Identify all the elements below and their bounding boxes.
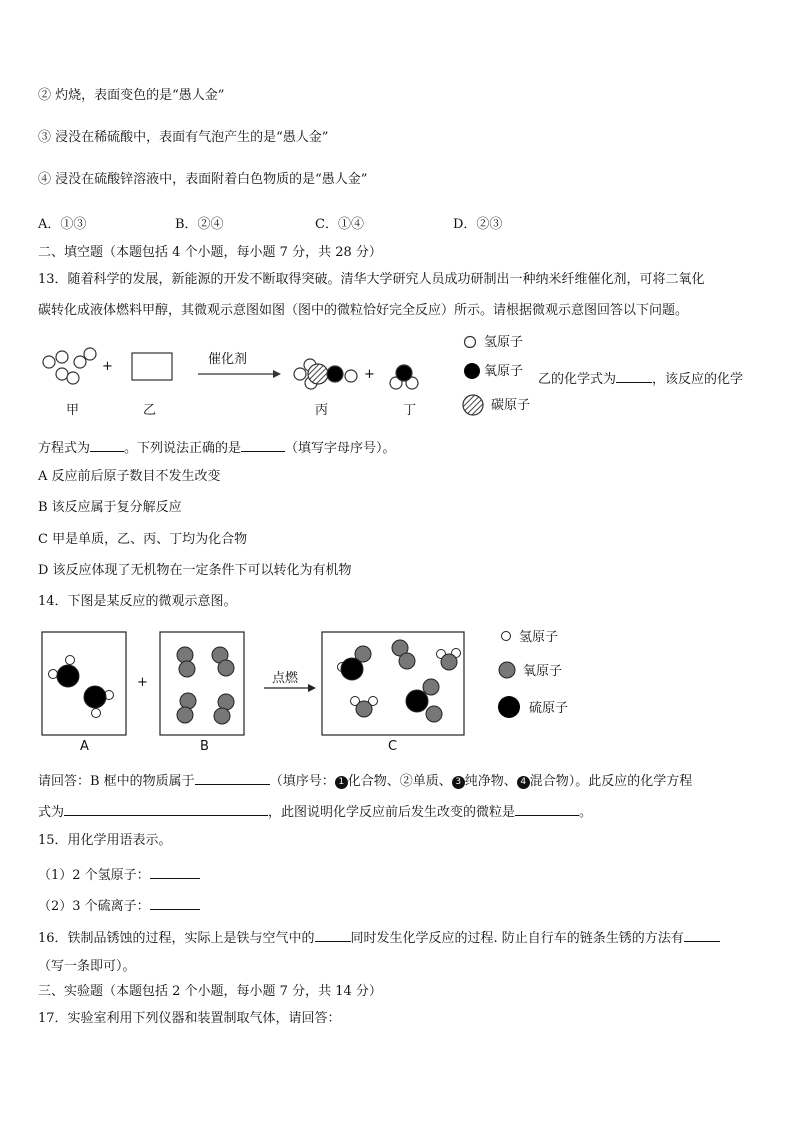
- q16-line-1: 16．铁制品锈蚀的过程，实际上是铁与空气中的 同时发生化学反应的过程. 防止自行车的链条生锈的方法有: [38, 927, 720, 948]
- option-c[interactable]: C．①④: [315, 217, 364, 232]
- sulfur-legend-icon: [498, 696, 520, 718]
- q13-stem-line-2: 碳转化成液体燃料甲醇，其微观示意图如图（图中的微粒恰好完全反应）所示。请根据微观示意图回答以下问题。: [38, 303, 689, 318]
- q16-line-2: （写一条即可）。: [38, 959, 136, 974]
- legend-hydrogen: 氢原子: [484, 335, 524, 350]
- label-ding: 丁: [403, 403, 417, 418]
- q13-choice-c: C 甲是单质，乙、丙、丁均为化合物: [38, 532, 248, 547]
- label-bing: 丙: [315, 403, 329, 418]
- legend-carbon: 碳原子: [491, 398, 531, 413]
- answer-blank-formula[interactable]: [616, 368, 652, 383]
- q13-ask-1: 乙的化学式为 ，该反应的化学: [538, 368, 743, 387]
- condition-label: 点燃: [272, 671, 299, 686]
- q13-ask-2: 方程式为 。下列说法正确的是 （填写字母序号）。: [38, 437, 396, 458]
- molecule-jia: [43, 348, 96, 384]
- q13-choice-a: A 反应前后原子数目不发生改变: [38, 469, 221, 484]
- molecule-bing: [294, 359, 357, 389]
- hydrogen-legend-icon: [465, 337, 476, 348]
- box-b: [160, 632, 244, 735]
- q13-choice-d: D 该反应体现了无机物在一定条件下可以转化为有机物: [38, 563, 352, 578]
- q13-reaction-diagram: [30, 330, 550, 430]
- carbon-legend-icon: [463, 395, 483, 415]
- circled-one-icon: 1: [335, 776, 348, 789]
- q14-ask-1: 请回答：B 框中的物质属于 （填序号： 1 化合物、②单质、 3 纯净物、 4 混合物）。此反应的化学方程: [38, 770, 692, 791]
- label-a: A: [80, 739, 89, 754]
- oxygen-legend-icon-2: [499, 662, 515, 678]
- q13-choice-b: B 该反应属于复分解反应: [38, 500, 182, 515]
- option-d[interactable]: D．②③: [453, 217, 503, 232]
- plus-sign-3: +: [137, 675, 148, 690]
- answer-blank-s-ions[interactable]: [150, 895, 200, 910]
- answer-blank-air-component[interactable]: [315, 927, 351, 942]
- label-jia: 甲: [66, 403, 80, 418]
- label-yi: 乙: [143, 403, 157, 418]
- plus-sign-2: +: [364, 367, 375, 382]
- q12-item-3: ③ 浸没在稀硫酸中，表面有气泡产生的是“愚人金”: [38, 130, 329, 145]
- answer-blank-equation-2[interactable]: [64, 801, 268, 816]
- answer-blank-method[interactable]: [684, 927, 720, 942]
- box-a: [42, 632, 126, 735]
- option-a[interactable]: A．①③: [38, 217, 87, 232]
- label-b: B: [200, 739, 209, 754]
- hydrogen-legend-icon-2: [502, 632, 511, 641]
- q14-ask-2: 式为 ，此图说明化学反应前后发生改变的微粒是 。: [38, 801, 592, 822]
- option-b[interactable]: B．②④: [175, 217, 224, 232]
- circled-four-icon: 4: [517, 776, 530, 789]
- molecule-yi-box: [132, 353, 172, 380]
- molecule-ding: [390, 365, 418, 389]
- legend-hydrogen-2: 氢原子: [519, 630, 559, 645]
- answer-blank-b-type[interactable]: [195, 770, 270, 785]
- q15-part-1: （1）2 个氢原子：: [38, 864, 200, 885]
- q17-stem: 17．实验室利用下列仪器和装置制取气体，请回答：: [38, 1011, 341, 1026]
- q12-options: [38, 213, 538, 231]
- legend-oxygen: 氧原子: [484, 364, 524, 379]
- arrow-head-icon-2: [308, 684, 316, 692]
- q12-item-4: ④ 浸没在硫酸锌溶液中，表面附着白色物质的是“愚人金”: [38, 172, 368, 187]
- oxygen-legend-icon: [464, 363, 480, 379]
- q15-part-2: （2）3 个硫离子：: [38, 895, 200, 916]
- answer-blank-choice[interactable]: [241, 437, 285, 452]
- q15-stem: 15．用化学用语表示。: [38, 833, 172, 848]
- answer-blank-equation[interactable]: [90, 437, 124, 452]
- section-2-title: 二、填空题（本题包括 4 个小题，每小题 7 分，共 28 分）: [38, 245, 382, 260]
- arrow-head-icon: [273, 370, 281, 378]
- catalyst-label: 催化剂: [208, 352, 248, 367]
- answer-blank-h-atoms[interactable]: [150, 864, 200, 879]
- q12-item-2: ② 灼烧，表面变色的是“愚人金”: [38, 88, 225, 103]
- legend-oxygen-2: 氧原子: [523, 664, 563, 679]
- q13-stem-line-1: 13．随着科学的发展，新能源的开发不断取得突破。清华大学研究人员成功研制出一种纳米纤维催化剂，可将二氧化: [38, 272, 705, 287]
- circled-three-icon: 3: [452, 776, 465, 789]
- label-c: C: [388, 739, 398, 754]
- q14-stem: 14．下图是某反应的微观示意图。: [38, 594, 237, 609]
- plus-sign: +: [102, 359, 113, 374]
- q14-reaction-diagram: [36, 624, 596, 759]
- answer-blank-particle[interactable]: [515, 801, 579, 816]
- section-3-title: 三、实验题（本题包括 2 个小题，每小题 7 分，共 14 分）: [38, 984, 382, 999]
- legend-sulfur: 硫原子: [529, 701, 569, 716]
